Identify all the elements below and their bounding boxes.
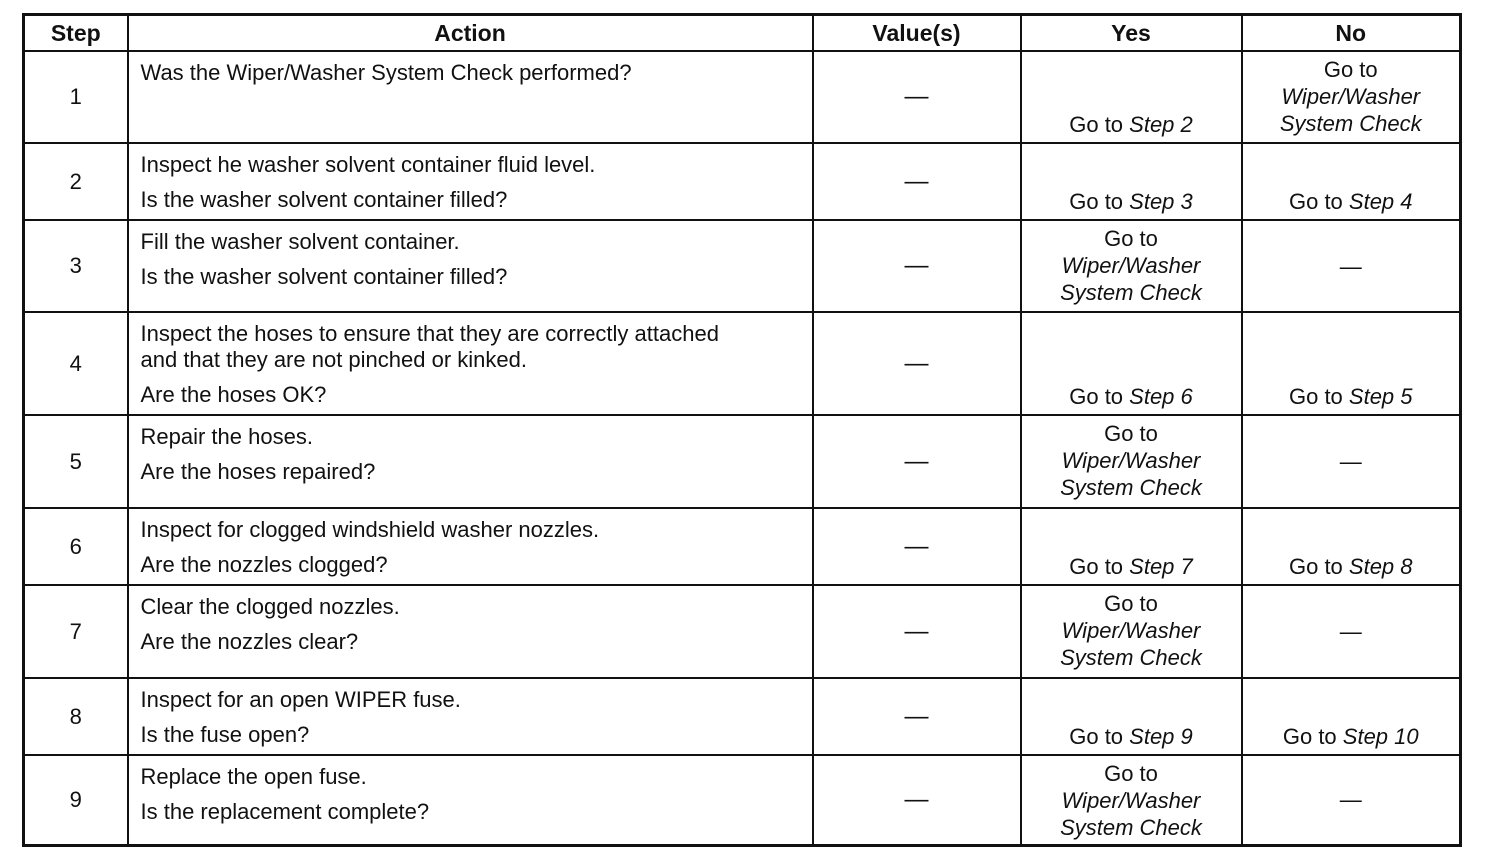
no-cell (1242, 755, 1461, 845)
no-target-link[interactable]: Step 5 (1348, 384, 1413, 409)
step-number: 3 (24, 220, 128, 312)
yes-target-link[interactable]: Step 9 (1129, 724, 1193, 749)
value-cell: — (813, 220, 1021, 312)
header-action: Action (128, 15, 813, 52)
yes-target-link[interactable]: Step 7 (1129, 554, 1193, 579)
yes-target-link[interactable]: Wiper/Washer System Check (1060, 253, 1202, 305)
value-cell: — (813, 508, 1021, 585)
action-instruction: Fill the washer solvent container. (140, 229, 460, 254)
diagnostic-table (22, 13, 1462, 847)
no-goto-label: Go to (1282, 724, 1343, 749)
no-cell (1242, 508, 1461, 585)
action-cell (128, 508, 813, 585)
value-cell: — (813, 415, 1021, 508)
yes-goto-label: Go to (1104, 591, 1158, 616)
no-cell (1242, 143, 1461, 220)
no-dash: — (1339, 787, 1362, 813)
action-question: Is the washer solvent container filled? (140, 187, 508, 212)
header-values: Value(s) (813, 15, 1021, 52)
value-cell: — (813, 755, 1021, 845)
no-target-link[interactable]: Wiper/Washer System Check (1279, 84, 1422, 136)
step-number: 9 (24, 755, 128, 845)
yes-cell (1021, 312, 1242, 415)
action-question: Are the nozzles clear? (140, 629, 359, 654)
action-question: Is the fuse open? (140, 722, 310, 747)
table-row (24, 312, 1461, 415)
action-question: Are the nozzles clogged? (140, 552, 388, 577)
no-cell (1242, 220, 1461, 312)
table-row (24, 508, 1461, 585)
table-row (24, 755, 1461, 845)
yes-cell (1021, 585, 1242, 678)
action-instruction: Inspect for clogged windshield washer nozzles. (140, 517, 600, 542)
header-row (24, 15, 1461, 52)
yes-goto-label: Go to (1104, 226, 1158, 251)
step-number: 6 (24, 508, 128, 585)
yes-goto-label: Go to (1069, 189, 1130, 214)
header-step: Step (24, 15, 128, 52)
action-cell (128, 312, 813, 415)
yes-goto-label: Go to (1069, 384, 1130, 409)
yes-cell (1021, 143, 1242, 220)
action-question: Are the hoses repaired? (140, 459, 376, 484)
value-cell: — (813, 312, 1021, 415)
table-row (24, 220, 1461, 312)
yes-cell (1021, 220, 1242, 312)
yes-cell (1021, 415, 1242, 508)
yes-goto-label: Go to (1069, 554, 1130, 579)
yes-cell (1021, 678, 1242, 755)
value-cell: — (813, 585, 1021, 678)
no-cell (1242, 678, 1461, 755)
action-instruction: Was the Wiper/Washer System Check performed? (140, 60, 632, 85)
yes-goto-label: Go to (1069, 724, 1130, 749)
action-cell (128, 678, 813, 755)
value-cell: — (813, 678, 1021, 755)
action-instruction: Repair the hoses. (140, 424, 313, 449)
no-target-link[interactable]: Step 10 (1342, 724, 1419, 749)
table-row (24, 143, 1461, 220)
header-yes: Yes (1021, 15, 1242, 52)
no-cell (1242, 585, 1461, 678)
yes-cell (1021, 51, 1242, 143)
no-goto-label: Go to (1288, 189, 1349, 214)
no-dash: — (1339, 253, 1362, 279)
no-target-link[interactable]: Step 4 (1348, 189, 1413, 214)
action-question: Are the hoses OK? (140, 382, 327, 407)
table-row (24, 51, 1461, 143)
action-cell (128, 415, 813, 508)
table-row (24, 678, 1461, 755)
no-goto-label: Go to (1323, 57, 1378, 82)
no-cell (1242, 51, 1461, 143)
action-cell (128, 220, 813, 312)
action-instruction: Inspect the hoses to ensure that they are correctly attached and that they are not pinched or kinked. (140, 321, 719, 372)
step-number: 8 (24, 678, 128, 755)
action-question: Is the replacement complete? (140, 799, 430, 824)
yes-target-link[interactable]: Wiper/Washer System Check (1060, 788, 1202, 840)
yes-target-link[interactable]: Wiper/Washer System Check (1060, 618, 1202, 670)
action-question: Is the washer solvent container filled? (140, 264, 508, 289)
yes-target-link[interactable]: Step 2 (1129, 112, 1193, 137)
table-row (24, 415, 1461, 508)
action-instruction: Clear the clogged nozzles. (140, 594, 400, 619)
step-number: 7 (24, 585, 128, 678)
table-row (24, 585, 1461, 678)
yes-target-link[interactable]: Step 3 (1129, 189, 1193, 214)
yes-target-link[interactable]: Step 6 (1129, 384, 1193, 409)
no-goto-label: Go to (1288, 554, 1349, 579)
no-cell (1242, 312, 1461, 415)
step-number: 2 (24, 143, 128, 220)
action-cell (128, 755, 813, 845)
yes-goto-label: Go to (1069, 112, 1130, 137)
yes-goto-label: Go to (1104, 421, 1158, 446)
no-target-link[interactable]: Step 8 (1348, 554, 1413, 579)
yes-cell (1021, 755, 1242, 845)
action-instruction: Inspect for an open WIPER fuse. (140, 687, 461, 712)
action-instruction: Inspect he washer solvent container fluid level. (140, 152, 596, 177)
no-cell (1242, 415, 1461, 508)
yes-goto-label: Go to (1104, 761, 1158, 786)
no-goto-label: Go to (1288, 384, 1349, 409)
value-cell: — (813, 143, 1021, 220)
yes-target-link[interactable]: Wiper/Washer System Check (1060, 448, 1202, 500)
step-number: 4 (24, 312, 128, 415)
action-cell (128, 143, 813, 220)
no-dash: — (1339, 619, 1362, 644)
action-cell (128, 51, 813, 143)
header-no: No (1242, 15, 1461, 52)
step-number: 5 (24, 415, 128, 508)
no-dash: — (1339, 449, 1362, 474)
step-number: 1 (24, 51, 128, 143)
action-instruction: Replace the open fuse. (140, 764, 367, 789)
value-cell: — (813, 51, 1021, 143)
action-cell (128, 585, 813, 678)
yes-cell (1021, 508, 1242, 585)
